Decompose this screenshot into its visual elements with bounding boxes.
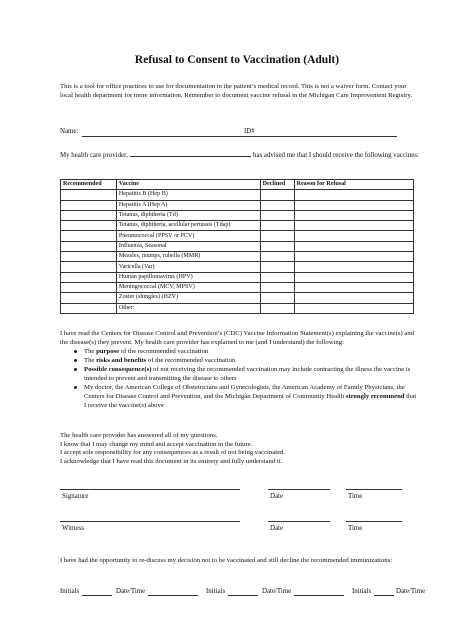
name-field[interactable] — [82, 136, 258, 137]
header-vaccine: Vaccine — [116, 180, 260, 190]
initials-field[interactable] — [82, 595, 112, 596]
bullet-text: of the recommended vaccination — [146, 357, 236, 364]
reason-cell[interactable] — [294, 231, 413, 241]
declined-cell[interactable] — [260, 221, 294, 231]
table-row — [61, 200, 414, 210]
bullet-bold-text: purpose — [96, 348, 120, 355]
declined-cell[interactable] — [260, 303, 294, 313]
reason-cell[interactable] — [294, 241, 413, 251]
signature-time-label: Time — [348, 493, 363, 500]
bullet-bold-text: Possible consequence(s) — [84, 366, 152, 373]
vaccine-cell: Tetanus, diphtheria (Td) — [116, 210, 260, 220]
header-declined: Declined — [260, 180, 294, 190]
vaccine-cell: Meningococcal (MCV, MPSV) — [116, 282, 260, 292]
table-row — [61, 252, 414, 262]
initials-label: Initials — [60, 588, 80, 595]
bullet-text: that I receive the vaccine(s) above — [84, 393, 417, 409]
recommended-cell[interactable] — [61, 293, 117, 303]
vaccine-cell: Pneumococcal (PPSV or PCV) — [116, 231, 260, 241]
vaccine-cell: Tetanus, diphtheria, acellular pertussis (Tdap) — [116, 221, 260, 231]
table-row — [61, 210, 414, 220]
signature-field[interactable] — [60, 489, 240, 490]
vaccine-cell: Varicella (Var) — [116, 262, 260, 272]
acknowledgement-section — [60, 329, 420, 410]
reason-cell[interactable] — [294, 200, 413, 210]
datetime-label: Date/Time — [116, 588, 146, 595]
vaccine-cell: Human papillomavirus (HPV) — [116, 272, 260, 282]
recommended-cell[interactable] — [61, 262, 117, 272]
vaccine-cell: Influenza, Seasonal — [116, 241, 260, 251]
reason-cell[interactable] — [294, 190, 413, 200]
vaccine-cell: Hepatitis A (Hep A) — [116, 200, 260, 210]
reason-cell[interactable] — [294, 262, 413, 272]
declined-cell[interactable] — [260, 231, 294, 241]
statement-line: The health care provider has answered all of my questions. — [60, 432, 218, 439]
declined-cell[interactable] — [260, 282, 294, 292]
recommended-cell[interactable] — [61, 200, 117, 210]
bullet-text: The — [84, 357, 97, 364]
list-item — [74, 365, 420, 383]
signature-date-label: Date — [270, 493, 284, 500]
table-row — [61, 231, 414, 241]
statement-line: I know that I may change my mind and accept vaccination in the future. — [60, 440, 253, 448]
witness-date-label: Date — [270, 525, 284, 532]
declined-cell[interactable] — [260, 272, 294, 282]
table-header-row — [61, 180, 414, 190]
witness-field[interactable] — [60, 521, 240, 522]
witness-time-label: Time — [348, 525, 363, 532]
list-item — [74, 356, 420, 365]
declined-cell[interactable] — [260, 210, 294, 220]
vaccine-cell: Other: — [116, 303, 260, 313]
list-item — [74, 347, 420, 356]
provider-text-end: , has advised me that I should receive the following vaccines: — [249, 152, 419, 159]
table-row — [61, 241, 414, 251]
recommended-cell[interactable] — [61, 210, 117, 220]
datetime-field[interactable] — [294, 595, 344, 596]
table-row — [61, 190, 414, 200]
datetime-field[interactable] — [148, 595, 198, 596]
witness-time-field[interactable] — [346, 521, 402, 522]
bullet-text: The — [84, 348, 97, 355]
recommended-cell[interactable] — [61, 241, 117, 251]
reason-cell[interactable] — [294, 282, 413, 292]
recommended-cell[interactable] — [61, 221, 117, 231]
declined-cell[interactable] — [260, 190, 294, 200]
vaccine-table — [60, 179, 414, 314]
table-row — [61, 221, 414, 231]
recommended-cell[interactable] — [61, 303, 117, 313]
vaccine-cell: Zoster (shingles) (HZV) — [116, 293, 260, 303]
bullet-text: of not receiving the recommended vaccination may include contracting the illness the vaccine is intended to prevent and transmitting the disease to others — [84, 366, 411, 382]
header-reason: Reason for Refusal — [294, 180, 413, 190]
name-label: Name: — [60, 128, 79, 135]
declined-cell[interactable] — [260, 252, 294, 262]
recommended-cell[interactable] — [61, 190, 117, 200]
initials-label: Initials — [352, 588, 372, 595]
page-title: Refusal to Consent to Vaccination (Adult) — [134, 54, 340, 66]
initials-label: Initials — [206, 588, 226, 595]
provider-statement — [60, 149, 420, 160]
provider-name-field[interactable] — [130, 149, 250, 157]
intro-paragraph: This is a tool for office practices to use for documentation in the patient’s medical record. This is not a waiver form. Contact your local health department for more information. Remember to document vaccine refusal in the Michigan Care Improvement Registry. — [60, 83, 413, 99]
table-row — [61, 293, 414, 303]
recommended-cell[interactable] — [61, 252, 117, 262]
initials-field[interactable] — [228, 595, 258, 596]
table-row — [61, 303, 414, 313]
recommended-cell[interactable] — [61, 231, 117, 241]
statements-section — [60, 432, 420, 466]
table-row — [61, 272, 414, 282]
vaccine-cell: Measles, mumps, rubella (MMR) — [116, 252, 260, 262]
provider-text-start: My health care provider, — [60, 152, 128, 159]
table-row — [61, 282, 414, 292]
reason-cell[interactable] — [294, 303, 413, 313]
recommended-cell[interactable] — [61, 282, 117, 292]
signature-time-field[interactable] — [346, 489, 402, 490]
witness-label: Witness — [62, 525, 84, 532]
reason-cell[interactable] — [294, 272, 413, 282]
acknowledgement-paragraph: I have read the Centers for Disease Control and Prevention’s (CDC) Vaccine Information Statement(s) explaining the vaccine(s) and the disease(s) they prevent. My health care provider has explained to me (and I understand) the following: — [60, 330, 415, 346]
initials-field[interactable] — [374, 595, 394, 596]
explanation-list — [60, 347, 420, 410]
rediscuss-statement: I have had the opportunity to re-discuss my decision not to be vaccinated and still decline the recommended immunizations: — [60, 557, 393, 564]
witness-date-field[interactable] — [268, 521, 330, 522]
declined-cell[interactable] — [260, 262, 294, 272]
reason-cell[interactable] — [294, 210, 413, 220]
bullet-text: My doctor, the American College of Obstetricians and Gynecologists, the American Academy of Family Physicians, the Centers for Disease Control and Prevention, and the Michigan Department of Community Health — [84, 384, 405, 400]
signature-date-field[interactable] — [268, 489, 330, 490]
vaccine-cell: Hepatitis B (Hep B) — [116, 190, 260, 200]
datetime-label: Date/Time — [396, 588, 426, 595]
declined-cell[interactable] — [260, 293, 294, 303]
datetime-label: Date/Time — [262, 588, 292, 595]
declined-cell[interactable] — [260, 241, 294, 251]
list-item — [74, 383, 420, 410]
statement-line: I accept sole responsibility for any consequences as a result of not being vaccinated. — [60, 449, 286, 457]
name-id-row — [60, 128, 420, 138]
table-row — [61, 262, 414, 272]
recommended-cell[interactable] — [61, 272, 117, 282]
bullet-bold-text: risks and benefits — [96, 357, 147, 364]
reason-cell[interactable] — [294, 221, 413, 231]
id-field[interactable] — [257, 136, 397, 137]
statement-line: I acknowledge that I have read this document in its entirety and fully understand it. — [60, 457, 283, 465]
reason-cell[interactable] — [294, 293, 413, 303]
initials-row — [60, 588, 430, 598]
bullet-bold-text: strongly recommend — [345, 393, 405, 400]
bullet-text: of the recommended vaccination — [119, 348, 209, 355]
signature-label: Signature — [62, 493, 89, 500]
declined-cell[interactable] — [260, 200, 294, 210]
id-label: ID# — [244, 128, 255, 135]
reason-cell[interactable] — [294, 252, 413, 262]
header-recommended: Recommended — [61, 180, 117, 190]
